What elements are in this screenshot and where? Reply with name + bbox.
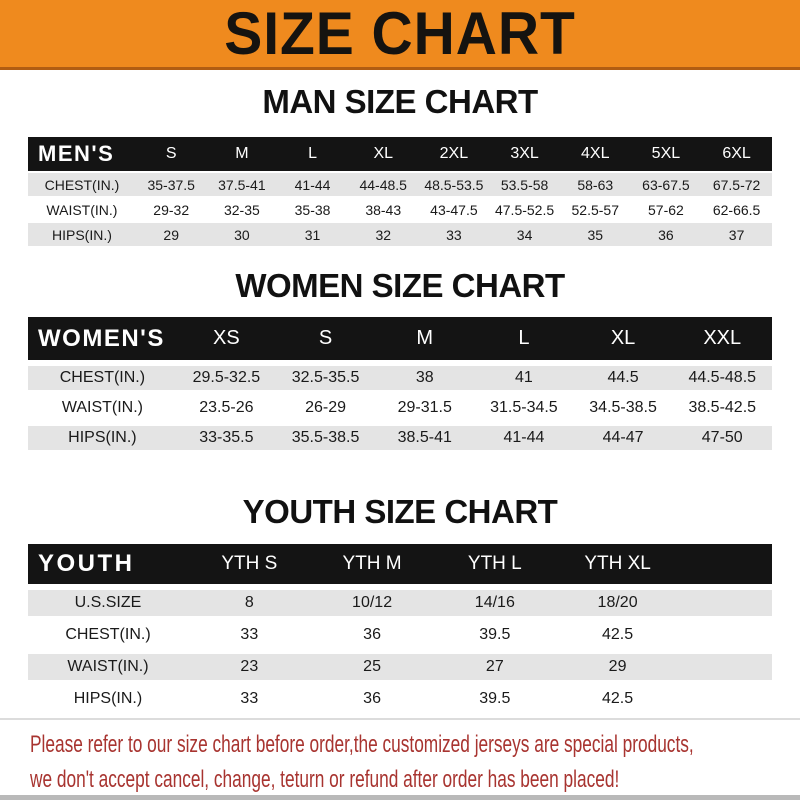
row-label: HIPS(IN.) — [73, 690, 143, 707]
size-cell: 34 — [516, 226, 533, 243]
women-chest-row — [28, 366, 772, 390]
size-cell: 41 — [515, 369, 533, 386]
size-cell: 29 — [163, 226, 179, 243]
row-label: CHEST(IN.) — [44, 176, 120, 193]
women-size-table — [28, 317, 772, 450]
size-cell: 53.5-58 — [500, 176, 549, 193]
youth-chest-row — [28, 622, 772, 648]
men-table-title: MEN'S — [38, 141, 115, 166]
size-cell: 23 — [240, 658, 259, 675]
men-chest-row — [28, 173, 772, 196]
size-cell: 30 — [234, 226, 250, 243]
men-size-col: M — [235, 145, 249, 162]
size-cell: 32-35 — [223, 201, 260, 218]
size-cell: 39.5 — [479, 690, 511, 707]
banner — [0, 0, 800, 70]
size-cell: 38 — [415, 369, 434, 386]
women-size-col: XXL — [703, 327, 742, 349]
size-cell: 33 — [446, 226, 462, 243]
women-chart-heading: WOMEN SIZE CHART — [235, 267, 565, 304]
women-size-col: M — [416, 327, 434, 349]
size-cell: 63-67.5 — [642, 176, 690, 193]
women-size-col: S — [318, 327, 333, 349]
size-cell: 39.5 — [479, 626, 511, 643]
women-hips-row — [28, 426, 772, 450]
size-cell: 47-50 — [701, 429, 743, 446]
size-cell: 43-47.5 — [430, 201, 478, 218]
men-size-col: 4XL — [581, 145, 610, 162]
size-cell: 29.5-32.5 — [192, 369, 261, 386]
size-cell: 10/12 — [352, 594, 393, 611]
size-cell: 36 — [363, 690, 381, 707]
women-table-body — [28, 366, 772, 450]
size-cell: 48.5-53.5 — [424, 176, 484, 193]
youth-chart-heading: YOUTH SIZE CHART — [242, 493, 558, 530]
size-cell: 32 — [375, 226, 392, 243]
size-cell: 36 — [363, 626, 381, 643]
size-cell: 41-44 — [503, 429, 545, 446]
size-cell: 31.5-34.5 — [490, 399, 558, 416]
size-cell: 67.5-72 — [712, 176, 761, 193]
size-cell: 35-38 — [294, 201, 331, 218]
women-size-col: L — [518, 327, 530, 349]
size-cell: 52.5-57 — [571, 201, 619, 218]
size-cell: 36 — [658, 226, 674, 243]
men-size-col: 3XL — [510, 145, 539, 162]
size-cell: 38.5-41 — [397, 429, 452, 446]
women-table-title: WOMEN'S — [38, 324, 165, 352]
size-cell: 58-63 — [577, 176, 614, 193]
size-cell: 29-32 — [153, 201, 190, 218]
women-table-header — [28, 317, 772, 360]
size-cell: 14/16 — [474, 594, 515, 611]
size-cell: 18/20 — [597, 594, 638, 611]
youth-size-col: YTH XL — [584, 553, 651, 574]
men-size-col: XL — [373, 145, 394, 162]
men-table-header — [28, 137, 772, 171]
women-section — [0, 268, 800, 450]
size-cell: 38-43 — [365, 201, 402, 218]
men-size-col: 6XL — [722, 145, 751, 162]
size-cell: 38.5-42.5 — [688, 399, 757, 416]
size-cell: 32.5-35.5 — [291, 369, 360, 386]
size-cell: 42.5 — [602, 690, 634, 707]
youth-waist-row — [28, 654, 772, 680]
size-cell: 47.5-52.5 — [494, 201, 555, 218]
size-cell: 35.5-38.5 — [291, 429, 360, 446]
row-label: HIPS(IN.) — [51, 226, 112, 243]
men-size-col: S — [165, 145, 177, 162]
youth-size-col: YTH M — [342, 553, 402, 574]
size-cell: 35-37.5 — [147, 176, 195, 193]
row-label: CHEST(IN.) — [65, 626, 151, 643]
size-cell: 26-29 — [305, 399, 347, 416]
youth-table-header — [28, 544, 772, 584]
youth-table-title: YOUTH — [38, 550, 135, 577]
size-cell: 44-47 — [602, 429, 644, 446]
row-label: WAIST(IN.) — [46, 201, 118, 218]
size-cell: 57-62 — [648, 201, 684, 218]
row-label: WAIST(IN.) — [67, 658, 149, 675]
size-cell: 31 — [304, 226, 321, 243]
men-size-col: L — [308, 145, 317, 162]
men-size-table — [28, 137, 772, 246]
size-cell: 29 — [608, 658, 627, 675]
men-chart-heading: MAN SIZE CHART — [262, 83, 538, 120]
size-cell: 35 — [587, 226, 604, 243]
size-cell: 33 — [240, 626, 259, 643]
size-cell: 37 — [728, 226, 745, 243]
size-cell: 62-66.5 — [712, 201, 761, 218]
size-cell: 37.5-41 — [218, 176, 266, 193]
size-cell: 27 — [485, 658, 504, 675]
size-cell: 44-48.5 — [359, 176, 407, 193]
order-note-line-2: we don't accept cancel, change, teturn or refund after order has been placed! — [30, 766, 620, 793]
men-size-col: 2XL — [439, 145, 469, 162]
size-cell: 25 — [363, 658, 381, 675]
size-cell: 33 — [240, 690, 259, 707]
size-cell: 33-35.5 — [199, 429, 254, 446]
women-size-col: XS — [213, 327, 240, 349]
order-note-line-1: Please refer to our size chart before order,the customized jerseys are special products, — [30, 731, 694, 758]
size-cell: 41-44 — [294, 176, 331, 193]
men-section — [0, 84, 800, 246]
youth-ussize-row — [28, 590, 772, 616]
size-cell: 23.5-26 — [199, 399, 254, 416]
size-cell: 34.5-38.5 — [589, 399, 657, 416]
men-waist-row — [28, 198, 772, 221]
men-table-body — [28, 173, 772, 246]
men-hips-row — [28, 223, 772, 246]
women-waist-row — [28, 396, 772, 420]
men-size-col: 5XL — [651, 145, 681, 162]
row-label: HIPS(IN.) — [68, 429, 137, 446]
women-size-col: XL — [610, 327, 636, 349]
youth-hips-row — [28, 686, 772, 712]
youth-section — [0, 494, 800, 712]
youth-size-col: YTH S — [221, 553, 278, 574]
row-label: WAIST(IN.) — [61, 399, 143, 416]
size-cell: 8 — [244, 594, 254, 611]
row-label: CHEST(IN.) — [59, 369, 146, 386]
size-cell: 29-31.5 — [397, 399, 452, 416]
row-label: U.S.SIZE — [74, 594, 142, 611]
bottom-edge-strip — [0, 795, 800, 800]
banner-title: SIZE CHART — [224, 0, 576, 67]
size-cell: 44.5 — [607, 369, 639, 386]
youth-size-table — [28, 544, 772, 712]
youth-table-body — [28, 590, 772, 712]
size-cell: 42.5 — [602, 626, 634, 643]
youth-size-col: YTH L — [467, 553, 522, 574]
size-cell: 44.5-48.5 — [688, 369, 757, 386]
order-note — [0, 718, 800, 797]
